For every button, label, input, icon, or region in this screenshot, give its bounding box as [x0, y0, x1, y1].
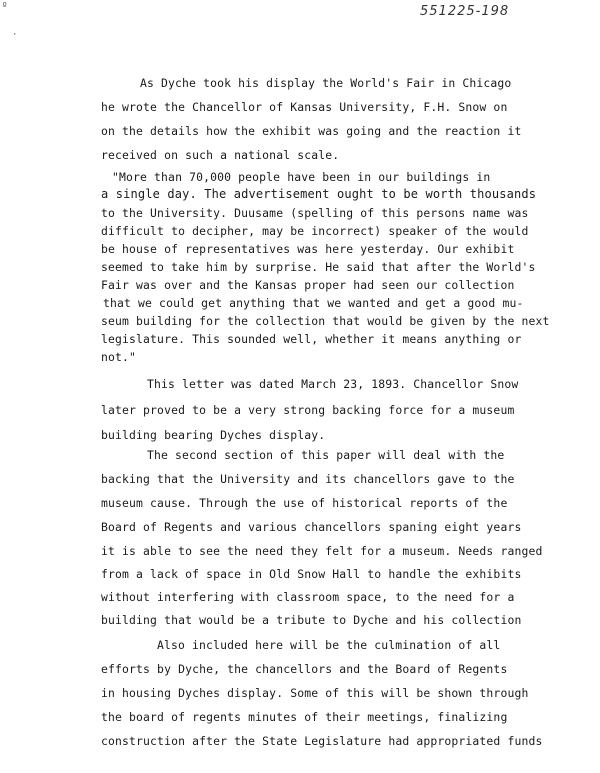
margin-mark: · — [12, 30, 18, 40]
text-line: This letter was dated March 23, 1893. Chancellor Snow — [147, 377, 519, 391]
text-line: received on such a national scale. — [101, 148, 340, 162]
text-line: Board of Regents and various chancellors spaning eight years — [101, 520, 522, 534]
text-line: it is able to see the need they felt for a museum. Needs ranged — [101, 544, 543, 558]
text-line: to the University. Duusame (spelling of this persons name was — [101, 206, 529, 220]
text-line: Fair was over and the Kansas proper had seen our collection — [101, 278, 515, 292]
text-line: seemed to take him by surprise. He said that after the World's — [101, 260, 536, 274]
text-line: in housing Dyches display. Some of this will be shown through — [101, 686, 529, 700]
text-line: "More than 70,000 people have been in our buildings in — [112, 170, 491, 184]
text-line: that we could get anything that we wanted and get a good mu- — [103, 296, 524, 310]
text-line: later proved to be a very strong backing force for a museum — [101, 403, 515, 417]
text-line: museum cause. Through the use of historical reports of the — [101, 496, 508, 510]
document-id: 551225-198 — [420, 4, 510, 19]
text-line: not." — [101, 350, 137, 364]
text-line: efforts by Dyche, the chancellors and the Board of Regents — [101, 662, 508, 676]
text-line: construction after the State Legislature had appropriated funds — [101, 734, 543, 748]
text-line: the board of regents minutes of their meetings, finalizing — [101, 710, 508, 724]
text-line: As Dyche took his display the World's Fair in Chicago — [140, 76, 512, 90]
text-line: be house of representatives was here yesterday. Our exhibit — [101, 242, 515, 256]
text-line: backing that the University and its chancellors gave to the — [101, 472, 515, 486]
text-line: on the details how the exhibit was going and the reaction it — [101, 124, 522, 138]
text-line: building that would be a tribute to Dyche and his collection — [101, 613, 522, 627]
text-line: difficult to decipher, may be incorrect) speaker of the would — [101, 224, 529, 238]
text-line: legislature. This sounded well, whether it means anything or — [101, 332, 522, 346]
text-line: he wrote the Chancellor of Kansas University, F.H. Snow on — [101, 100, 508, 114]
text-line: seum building for the collection that would be given by the next — [101, 314, 550, 328]
text-line: from a lack of space in Old Snow Hall to handle the exhibits — [101, 567, 522, 581]
text-line: building bearing Dyches display. — [101, 428, 326, 442]
text-line: Also included here will be the culmination of all — [157, 638, 501, 652]
text-line: a single day. The advertisement ought to be worth thousands — [101, 187, 537, 201]
text-line: The second section of this paper will deal with the — [147, 448, 505, 462]
text-line: without interfering with classroom space, to the need for a — [101, 590, 515, 604]
margin-mark: º — [2, 2, 8, 12]
